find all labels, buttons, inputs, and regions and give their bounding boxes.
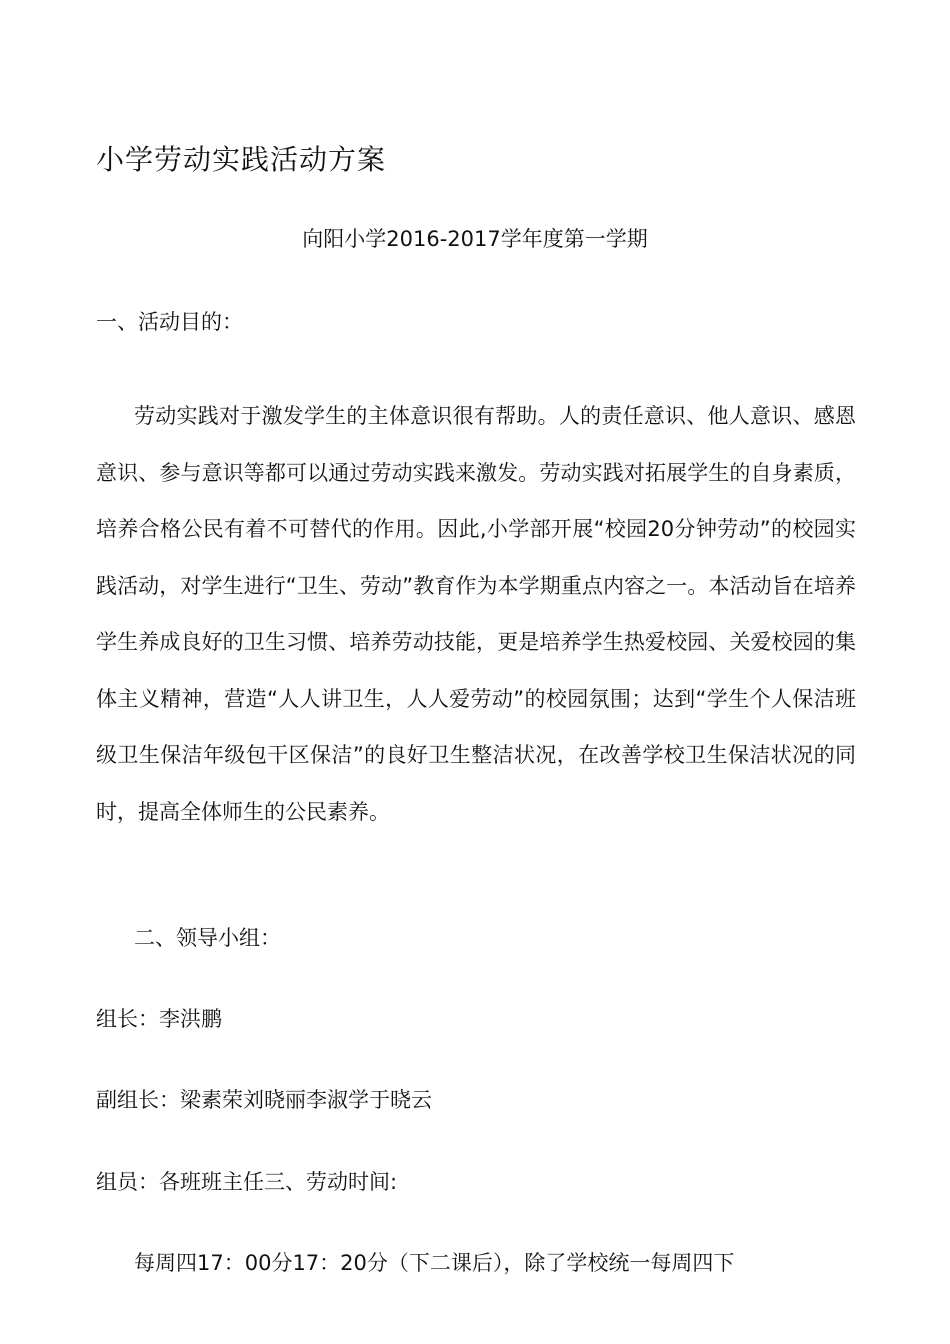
deputy-leaders-line: 副组长：梁素荣刘晓丽李淑学于晓云	[96, 1088, 432, 1112]
section1-heading: 一、活动目的：	[96, 310, 243, 334]
document-subtitle: 向阳小学2016-2017学年度第一学期	[302, 227, 648, 251]
group-leader-line: 组长：李洪鹏	[96, 1007, 222, 1031]
section3-text: 每周四17：00分17：20分（下二课后），除了学校统一每周四下	[134, 1251, 735, 1275]
document-title: 小学劳动实践活动方案	[96, 143, 387, 176]
section1-paragraph: 劳动实践对于激发学生的主体意识很有帮助。人的责任意识、他人意识、感恩意识、参与意识等都可以通过劳动实践来激发。劳动实践对拓展学生的自身素质，培养合格公民有着不可替代的作用。因此,小学部开展“校园20分钟劳动”的校园实践活动，对学生进行“卫生、劳动”教育作为本学期重点内容之一。本活动旨在培养学生养成良好的卫生习惯、培养劳动技能，更是培养学生热爱校园、关爱校园的集体主义精神，营造“人人讲卫生，人人爱劳动”的校园氛围；达到“学生个人保洁班级卫生保洁年级包干区保洁”的良好卫生整洁状况，在改善学校卫生保洁状况的同时，提高全体师生的公民素养。	[96, 404, 856, 824]
members-line: 组员：各班班主任三、劳动时间:	[96, 1170, 398, 1194]
section2-heading: 二、领导小组：	[134, 926, 281, 950]
